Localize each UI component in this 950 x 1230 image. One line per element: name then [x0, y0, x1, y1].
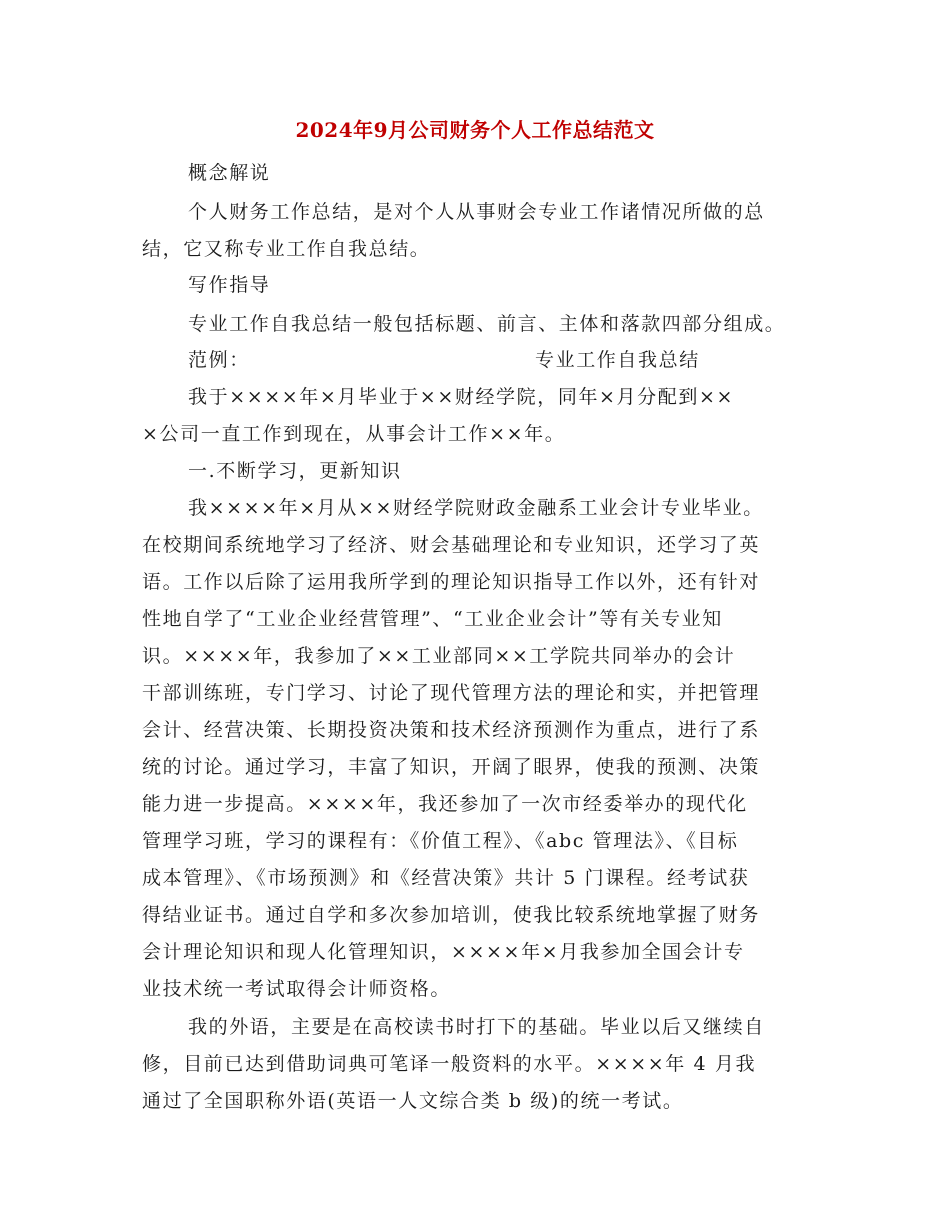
paragraph-line: 管理学习班，学习的课程有：《价值工程》、《abc 管理法》、《目标	[142, 830, 739, 852]
paragraph-line: 能力进一步提高。××××年，我还参加了一次市经委举办的现代化	[142, 793, 748, 815]
paragraph-line: 专业工作自我总结一般包括标题、前言、主体和落款四部分组成。	[188, 313, 786, 335]
paragraph-line: 在校期间系统地学习了经济、财会基础理论和专业知识，还学习了英	[142, 534, 761, 556]
example-heading: 专业工作自我总结	[535, 349, 700, 371]
paragraph-line: 会计理论知识和现人化管理知识，××××年×月我参加全国会计专	[142, 941, 745, 963]
paragraph-line: 统的讨论。通过学习，丰富了知识，开阔了眼界，使我的预测、决策	[142, 756, 761, 778]
paragraph-line: 得结业证书。通过自学和多次参加培训，使我比较系统地掌握了财务	[142, 904, 761, 926]
paragraph-line: 性地自学了“工业企业经营管理”、“工业企业会计”等有关专业知	[142, 608, 723, 630]
paragraph-line: 会计、经营决策、长期投资决策和技术经济预测作为重点，进行了系	[142, 719, 761, 741]
paragraph-line: 语。工作以后除了运用我所学到的理论知识指导工作以外，还有针对	[142, 571, 761, 593]
section-heading-learning: 一.不断学习，更新知识	[188, 460, 402, 482]
paragraph-line: 识。××××年，我参加了××工业部同××工学院共同举办的会计	[142, 645, 736, 667]
paragraph-line: 干部训练班，专门学习、讨论了现代管理方法的理论和实，并把管理	[142, 682, 761, 704]
section-heading-writing-guide: 写作指导	[188, 274, 271, 296]
section-heading-concept: 概念解说	[188, 162, 271, 184]
paragraph-line: 通过了全国职称外语(英语一人文综合类 b 级)的统一考试。	[142, 1090, 684, 1112]
paragraph-line: 我的外语，主要是在高校读书时打下的基础。毕业以后又继续自	[188, 1016, 765, 1038]
paragraph-line: 结，它又称专业工作自我总结。	[142, 238, 431, 260]
paragraph-line: ×公司一直工作到现在，从事会计工作××年。	[142, 423, 566, 445]
paragraph-line: 业技术统一考试取得会计师资格。	[142, 978, 452, 1000]
paragraph-line: 修，目前已达到借助词典可笔译一般资料的水平。××××年 4 月我	[142, 1053, 757, 1075]
paragraph-line: 个人财务工作总结，是对个人从事财会专业工作诸情况所做的总	[188, 201, 765, 223]
paragraph-line: 成本管理》、《市场预测》和《经营决策》共计 5 门课程。经考试获	[142, 867, 750, 889]
paragraph-line: 我××××年×月从××财经学院财政金融系工业会计专业毕业。	[188, 497, 764, 519]
document-title: 2024年9月公司财务个人工作总结范文	[295, 118, 655, 142]
example-label: 范例：	[188, 349, 250, 371]
paragraph-line: 我于××××年×月毕业于××财经学院，同年×月分配到××	[188, 386, 734, 408]
